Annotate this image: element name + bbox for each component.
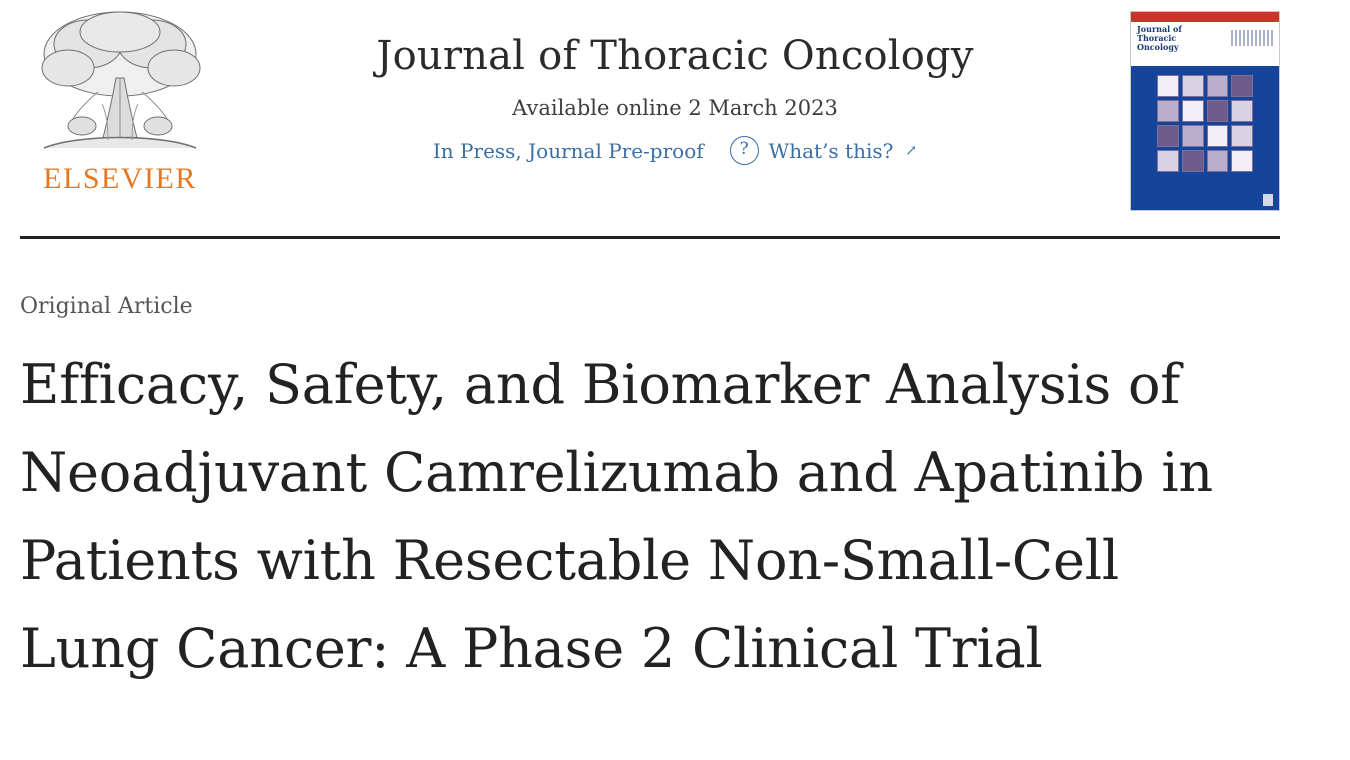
cover-cell	[1182, 125, 1204, 147]
cover-image-grid	[1157, 75, 1253, 172]
question-mark-circle-icon: ?	[730, 136, 759, 165]
cover-cell	[1182, 100, 1204, 122]
cover-cell	[1207, 125, 1229, 147]
cover-cell	[1182, 150, 1204, 172]
publisher-logo[interactable]	[20, 8, 220, 208]
cover-cell	[1231, 100, 1253, 122]
journal-header	[0, 0, 1350, 222]
in-press-status: In Press, Journal Pre-proof	[432, 138, 704, 163]
page-title: Efficacy, Safety, and Biomarker Analysis of Neoadjuvant Camrelizumab and Apatinib in Patients with Resectable Non-Small-Cell Lung Cancer: A Phase 2 Clinical Trial	[20, 353, 1213, 681]
cover-cell	[1182, 75, 1204, 97]
cover-cell	[1157, 100, 1179, 122]
publisher-wordmark: ELSEVIER	[43, 162, 197, 195]
cover-journal-name: Journal of Thoracic Oncology	[1137, 24, 1182, 52]
availability-date: Available online 2 March 2023	[512, 96, 838, 120]
cover-cell	[1207, 100, 1229, 122]
cover-footer-mark	[1263, 194, 1273, 206]
cover-cell	[1231, 75, 1253, 97]
whats-this-label: What’s this?	[768, 138, 894, 163]
cover-cell	[1157, 75, 1179, 97]
whats-this-link[interactable]	[730, 136, 917, 165]
cover-cell	[1207, 150, 1229, 172]
journal-status-row	[220, 136, 1130, 165]
cover-cell	[1157, 150, 1179, 172]
cover-top-band	[1131, 12, 1279, 22]
cover-cell	[1231, 150, 1253, 172]
cover-society-logo-icon	[1231, 30, 1273, 46]
cover-cell	[1207, 75, 1229, 97]
header-divider	[20, 236, 1280, 239]
elsevier-tree-icon	[28, 8, 212, 160]
journal-title: Journal of Thoracic Oncology	[376, 33, 974, 79]
journal-info	[220, 8, 1130, 165]
article-body	[0, 222, 1350, 693]
cover-cell	[1231, 125, 1253, 147]
journal-cover-thumbnail[interactable]	[1130, 11, 1280, 211]
cover-cell	[1157, 125, 1179, 147]
article-type-label: Original Article	[20, 294, 193, 319]
external-link-icon: ↗	[905, 142, 918, 159]
cover-artwork	[1131, 66, 1279, 210]
cover-header	[1131, 22, 1279, 66]
